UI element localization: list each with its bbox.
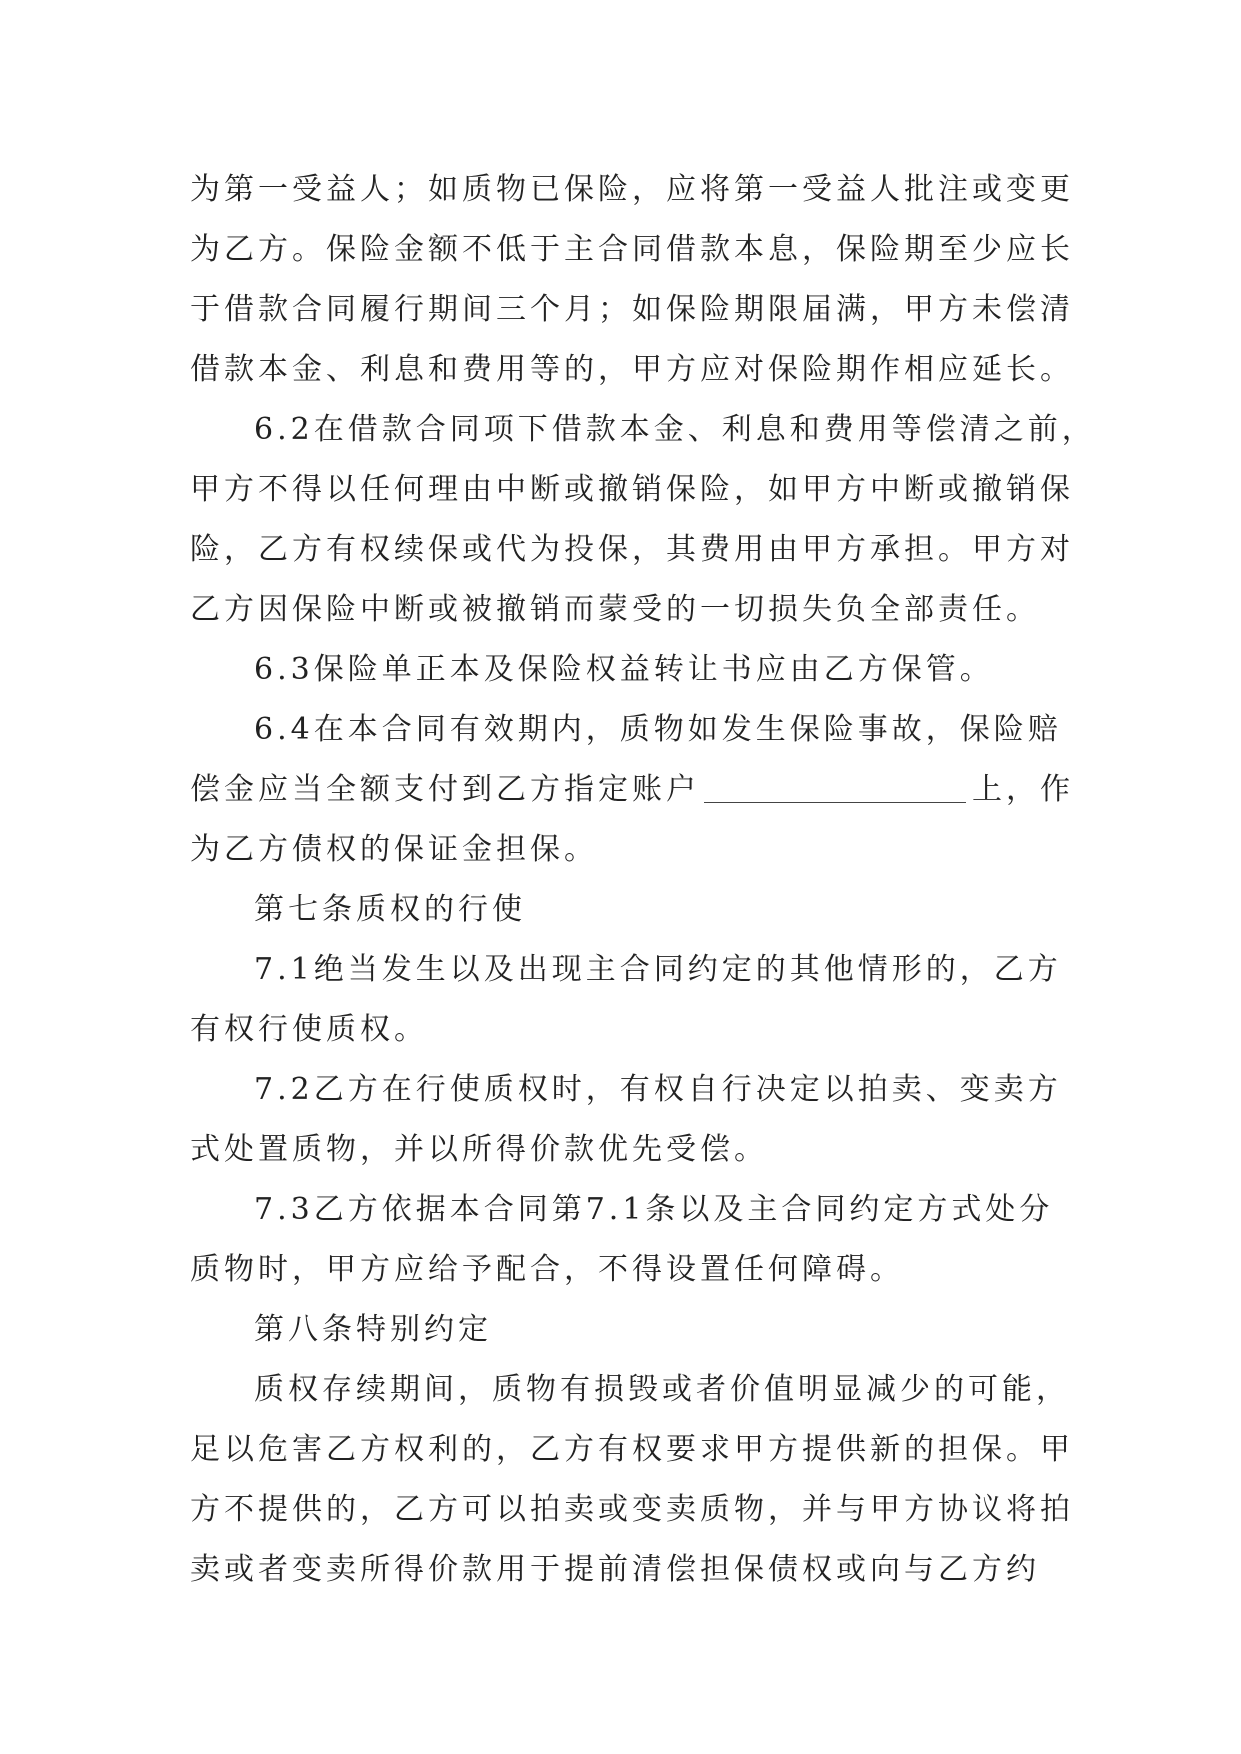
text-line: 乙方因保险中断或被撤销而蒙受的一切损失负全部责任。 xyxy=(190,592,1040,627)
text-line: 足以危害乙方权利的，乙方有权要求甲方提供新的担保。甲 xyxy=(190,1432,1074,1467)
clause-6-3: 6.3保险单正本及保险权益转让书应由乙方保管。 xyxy=(254,652,994,687)
clause-7-3: 7.3乙方依据本合同第7.1条以及主合同约定方式处分 xyxy=(254,1192,1054,1227)
section-heading-8: 第八条特别约定 xyxy=(254,1312,492,1347)
clause-7-1: 7.1绝当发生以及出现主合同约定的其他情形的，乙方 xyxy=(254,952,1062,987)
text-line: 为乙方债权的保证金担保。 xyxy=(190,832,598,867)
account-line-prefix: 偿金应当全额支付到乙方指定账户 xyxy=(190,772,700,807)
clause-6-2: 6.2在借款合同项下借款本金、利息和费用等偿清之前， xyxy=(254,412,1096,447)
clause-7-2: 7.2乙方在行使质权时，有权自行决定以拍卖、变卖方 xyxy=(254,1072,1062,1107)
text-line: 为第一受益人；如质物已保险，应将第一受益人批注或变更 xyxy=(190,172,1074,207)
account-blank-field xyxy=(704,772,966,803)
text-line: 于借款合同履行期间三个月；如保险期限届满，甲方未偿清 xyxy=(190,292,1074,327)
account-line xyxy=(190,760,1074,820)
text-line: 卖或者变卖所得价款用于提前清偿担保债权或向与乙方约 xyxy=(190,1552,1040,1587)
special-agreement-paragraph: 质权存续期间，质物有损毁或者价值明显减少的可能， xyxy=(254,1372,1070,1407)
contract-text xyxy=(190,160,1096,1600)
text-line: 式处置质物，并以所得价款优先受偿。 xyxy=(190,1132,768,1167)
text-line: 险，乙方有权续保或代为投保，其费用由甲方承担。甲方对 xyxy=(190,532,1074,567)
text-line: 为乙方。保险金额不低于主合同借款本息，保险期至少应长 xyxy=(190,232,1074,267)
text-line: 有权行使质权。 xyxy=(190,1012,428,1047)
account-line-suffix: 上，作 xyxy=(972,772,1074,807)
text-line: 借款本金、利息和费用等的，甲方应对保险期作相应延长。 xyxy=(190,352,1074,387)
text-line: 甲方不得以任何理由中断或撤销保险，如甲方中断或撤销保 xyxy=(190,472,1074,507)
text-line: 方不提供的，乙方可以拍卖或变卖质物，并与甲方协议将拍 xyxy=(190,1492,1074,1527)
text-line: 质物时，甲方应给予配合，不得设置任何障碍。 xyxy=(190,1252,904,1287)
clause-6-4: 6.4在本合同有效期内，质物如发生保险事故，保险赔 xyxy=(254,712,1062,747)
section-heading-7: 第七条质权的行使 xyxy=(254,892,526,927)
